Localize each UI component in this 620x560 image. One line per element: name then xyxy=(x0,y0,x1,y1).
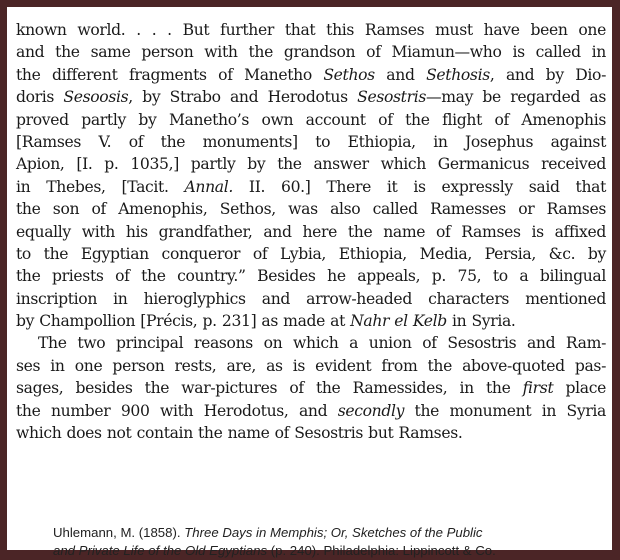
text-line xyxy=(16,377,606,399)
text-line xyxy=(16,400,606,422)
italic-text: Annal. xyxy=(184,177,233,196)
text-run: doris xyxy=(16,88,64,107)
book-excerpt xyxy=(16,19,606,444)
italic-text: Sethos xyxy=(323,65,375,84)
text-run: and the same person with the grandson of Miamun—who is called in xyxy=(16,43,606,62)
text-run: the number 900 with Herodotus, and xyxy=(16,401,338,420)
text-run: proved partly by Manetho’s own account of the flight of Amenophis xyxy=(16,110,606,129)
text-run: (p. 240). Philadelphia: Lippincott & Co. xyxy=(267,543,496,558)
text-line xyxy=(16,221,606,243)
text-line xyxy=(16,288,606,310)
text-line xyxy=(16,332,606,354)
text-line xyxy=(16,422,606,444)
document-page xyxy=(7,7,612,558)
text-line xyxy=(16,41,606,63)
text-run: , by Strabo and Herodotus xyxy=(128,88,358,107)
italic-text: and Private Life of the Old Egyptians xyxy=(53,543,268,558)
text-run: by Champollion [Précis, p. 231] as made at xyxy=(16,312,351,331)
italic-text: Sesoosis xyxy=(63,88,129,107)
citation xyxy=(53,524,496,560)
text-line xyxy=(16,153,606,175)
text-line xyxy=(16,109,606,131)
citation-line-1 xyxy=(53,524,496,542)
text-run: , and by Dio- xyxy=(489,65,606,84)
text-run: the priests of the country.” Besides he appeals, p. 75, to a bilingual xyxy=(16,267,606,286)
text-line xyxy=(16,64,606,86)
text-run: place xyxy=(553,379,606,398)
text-line xyxy=(16,265,606,287)
text-run: The two principal reasons on which a union of Sesostris and Ram- xyxy=(38,334,606,353)
text-run: II. 60.] There it is expressly said that xyxy=(232,177,606,196)
text-line xyxy=(16,176,606,198)
citation-line-2 xyxy=(53,542,496,560)
text-run: [Ramses V. of the monuments] to Ethiopia, in Josephus against xyxy=(16,132,606,151)
italic-text: Nahr el Kelb xyxy=(350,312,447,331)
text-line xyxy=(16,131,606,153)
text-run: Uhlemann, M. (1858). xyxy=(53,525,185,540)
italic-text: Three Days in Memphis; Or, Sketches of the Public xyxy=(184,525,483,540)
text-run: —may be regarded as xyxy=(426,88,607,107)
text-line xyxy=(16,355,606,377)
text-line xyxy=(16,243,606,265)
text-run: the son of Amenophis, Sethos, was also called Ramesses or Ramses xyxy=(16,200,606,219)
text-line xyxy=(16,86,606,108)
text-run: the monument in Syria xyxy=(404,401,607,420)
text-line xyxy=(16,198,606,220)
italic-text: Sethosis xyxy=(426,65,490,84)
text-run: inscription in hieroglyphics and arrow-headed characters mentioned xyxy=(16,289,606,308)
italic-text: Sesostris xyxy=(357,88,426,107)
text-run: known world. . . . But further that this Ramses must have been one xyxy=(16,21,606,39)
text-run: to the Egyptian conqueror of Lybia, Ethiopia, Media, Persia, &c. by xyxy=(16,244,606,263)
italic-text: secondly xyxy=(337,401,405,420)
text-run: Apion, [I. p. 1035,] partly by the answer which Germanicus received xyxy=(16,155,606,174)
text-line xyxy=(16,310,606,332)
text-run: and xyxy=(374,65,427,84)
text-run: ses in one person rests, are, as is evident from the above-quoted pas- xyxy=(16,356,606,375)
italic-text: first xyxy=(522,379,554,398)
text-run: which does not contain the name of Sesostris but Ramses. xyxy=(16,424,463,443)
text-run: sages, besides the war-pictures of the Ramessides, in the xyxy=(16,379,523,398)
text-run: in Syria. xyxy=(446,312,516,331)
text-run: the different fragments of Manetho xyxy=(16,65,324,84)
text-line xyxy=(16,19,606,41)
text-run: in Thebes, [Tacit. xyxy=(16,177,185,196)
text-run: equally with his grandfather, and here the name of Ramses is affixed xyxy=(16,222,606,241)
